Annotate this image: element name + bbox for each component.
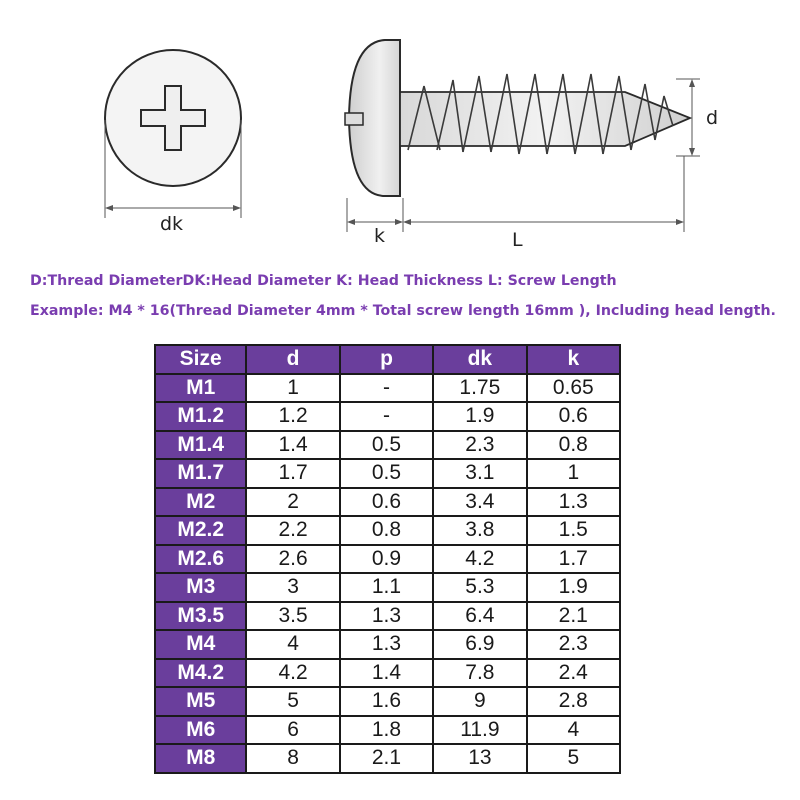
table-row bbox=[155, 459, 620, 488]
value-cell: 2.3 bbox=[527, 630, 620, 659]
size-cell: M8 bbox=[155, 744, 246, 773]
column-header: dk bbox=[433, 345, 526, 374]
value-cell: 7.8 bbox=[433, 659, 526, 688]
value-cell: 2 bbox=[246, 488, 339, 517]
value-cell: 2.4 bbox=[527, 659, 620, 688]
table-row bbox=[155, 431, 620, 460]
table-row bbox=[155, 602, 620, 631]
table-row bbox=[155, 516, 620, 545]
value-cell: 1.75 bbox=[433, 374, 526, 403]
value-cell: 0.65 bbox=[527, 374, 620, 403]
size-cell: M1.4 bbox=[155, 431, 246, 460]
table-row bbox=[155, 687, 620, 716]
value-cell: 3.8 bbox=[433, 516, 526, 545]
table-row bbox=[155, 716, 620, 745]
size-cell: M3.5 bbox=[155, 602, 246, 631]
value-cell: 2.8 bbox=[527, 687, 620, 716]
label-d: d bbox=[706, 107, 719, 129]
value-cell: 3.4 bbox=[433, 488, 526, 517]
value-cell: 3 bbox=[246, 573, 339, 602]
size-cell: M5 bbox=[155, 687, 246, 716]
size-cell: M1.2 bbox=[155, 402, 246, 431]
value-cell: 1.7 bbox=[527, 545, 620, 574]
value-cell: 1.7 bbox=[246, 459, 339, 488]
value-cell: 2.1 bbox=[340, 744, 433, 773]
value-cell: 1.9 bbox=[527, 573, 620, 602]
value-cell: 2.2 bbox=[246, 516, 339, 545]
value-cell: 1.3 bbox=[527, 488, 620, 517]
value-cell: 11.9 bbox=[433, 716, 526, 745]
value-cell: 3.5 bbox=[246, 602, 339, 631]
value-cell: 2.3 bbox=[433, 431, 526, 460]
value-cell: - bbox=[340, 402, 433, 431]
size-cell: M4.2 bbox=[155, 659, 246, 688]
value-cell: 1.6 bbox=[340, 687, 433, 716]
value-cell: 3.1 bbox=[433, 459, 526, 488]
size-cell: M4 bbox=[155, 630, 246, 659]
dimension-legend: D:Thread DiameterDK:Head Diameter K: Head Thickness L: Screw Length bbox=[30, 273, 617, 289]
column-header: Size bbox=[155, 345, 246, 374]
value-cell: 0.5 bbox=[340, 459, 433, 488]
table-body bbox=[155, 374, 620, 773]
table-row bbox=[155, 488, 620, 517]
size-table bbox=[154, 344, 621, 774]
value-cell: 6 bbox=[246, 716, 339, 745]
value-cell: 6.9 bbox=[433, 630, 526, 659]
table-row bbox=[155, 545, 620, 574]
value-cell: 1 bbox=[527, 459, 620, 488]
value-cell: 5 bbox=[246, 687, 339, 716]
value-cell: 4.2 bbox=[433, 545, 526, 574]
value-cell: 6.4 bbox=[433, 602, 526, 631]
column-header: k bbox=[527, 345, 620, 374]
size-cell: M2 bbox=[155, 488, 246, 517]
value-cell: 0.8 bbox=[340, 516, 433, 545]
value-cell: 0.9 bbox=[340, 545, 433, 574]
label-L: L bbox=[512, 229, 523, 251]
size-cell: M1.7 bbox=[155, 459, 246, 488]
screw-diagram bbox=[0, 0, 800, 260]
value-cell: 1.5 bbox=[527, 516, 620, 545]
value-cell: 9 bbox=[433, 687, 526, 716]
column-header: d bbox=[246, 345, 339, 374]
value-cell: 1 bbox=[246, 374, 339, 403]
value-cell: 0.8 bbox=[527, 431, 620, 460]
value-cell: 0.6 bbox=[340, 488, 433, 517]
value-cell: 8 bbox=[246, 744, 339, 773]
value-cell: - bbox=[340, 374, 433, 403]
value-cell: 1.2 bbox=[246, 402, 339, 431]
table-row bbox=[155, 402, 620, 431]
value-cell: 0.6 bbox=[527, 402, 620, 431]
table-row bbox=[155, 573, 620, 602]
table-header-row bbox=[155, 345, 620, 374]
value-cell: 1.8 bbox=[340, 716, 433, 745]
value-cell: 2.1 bbox=[527, 602, 620, 631]
table-row bbox=[155, 659, 620, 688]
value-cell: 1.4 bbox=[340, 659, 433, 688]
value-cell: 1.1 bbox=[340, 573, 433, 602]
value-cell: 13 bbox=[433, 744, 526, 773]
value-cell: 1.3 bbox=[340, 630, 433, 659]
value-cell: 4 bbox=[246, 630, 339, 659]
size-cell: M6 bbox=[155, 716, 246, 745]
screw-top-view bbox=[105, 50, 241, 218]
value-cell: 1.9 bbox=[433, 402, 526, 431]
value-cell: 2.6 bbox=[246, 545, 339, 574]
size-cell: M2.2 bbox=[155, 516, 246, 545]
screw-side-view bbox=[345, 40, 700, 232]
size-cell: M3 bbox=[155, 573, 246, 602]
value-cell: 1.4 bbox=[246, 431, 339, 460]
value-cell: 4.2 bbox=[246, 659, 339, 688]
label-k: k bbox=[374, 225, 386, 247]
value-cell: 4 bbox=[527, 716, 620, 745]
label-dk: dk bbox=[160, 213, 184, 235]
table-row bbox=[155, 630, 620, 659]
column-header: p bbox=[340, 345, 433, 374]
table-row bbox=[155, 374, 620, 403]
value-cell: 5.3 bbox=[433, 573, 526, 602]
table-row bbox=[155, 744, 620, 773]
value-cell: 0.5 bbox=[340, 431, 433, 460]
value-cell: 5 bbox=[527, 744, 620, 773]
size-cell: M1 bbox=[155, 374, 246, 403]
value-cell: 1.3 bbox=[340, 602, 433, 631]
size-cell: M2.6 bbox=[155, 545, 246, 574]
example-note: Example: M4 * 16(Thread Diameter 4mm * Total screw length 16mm ), Including head length. bbox=[30, 303, 776, 319]
